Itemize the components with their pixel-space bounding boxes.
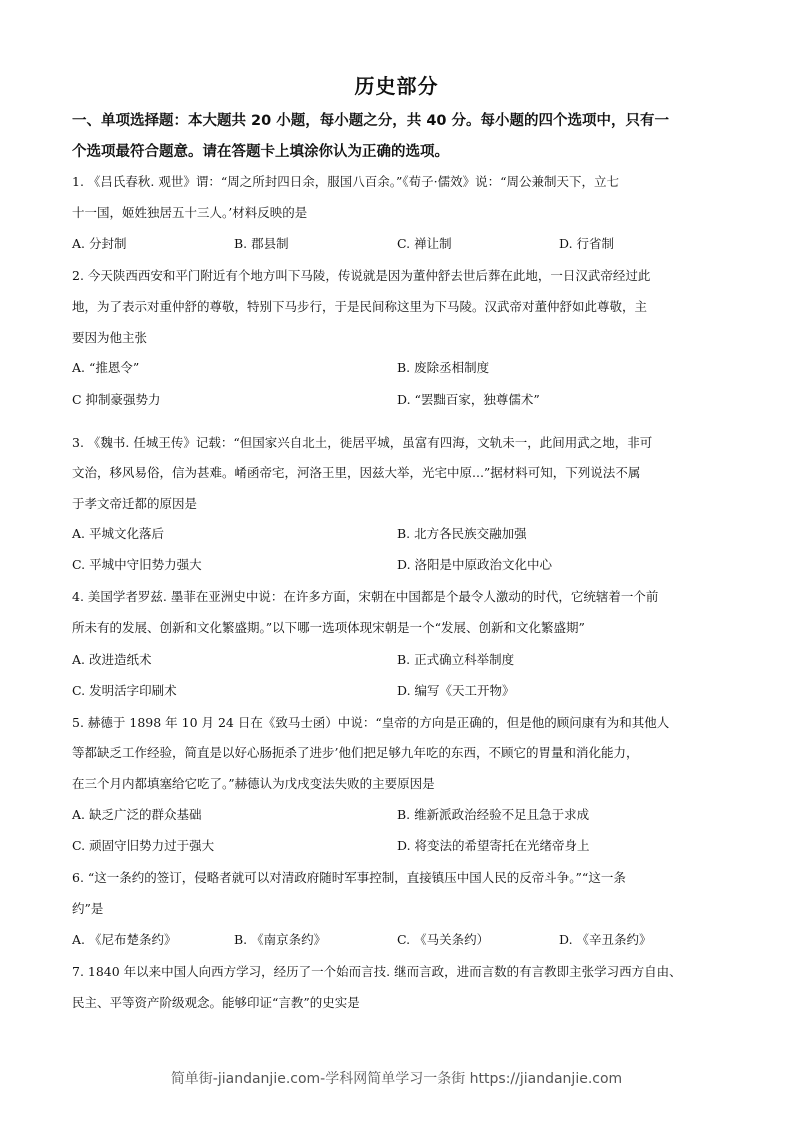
option-b: B. 维新派政治经验不足且急于求成 <box>397 807 590 822</box>
question-text: 1. 《吕氏春秋. 观世》谓：“周之所封四日余，服国八百余。”《荀子·儒效》说：“周公兼制天下，立七 <box>72 174 619 189</box>
option-c: C. 顽固守旧势力过于强大 <box>72 838 215 853</box>
option-c: C. 平城中守旧势力强大 <box>72 557 202 572</box>
footer-watermark: 简单街-jiandanjie.com-学科网简单学习一条街 https://jiandanjie.com <box>170 1071 623 1087</box>
option-b: B. 正式确立科举制度 <box>397 652 515 667</box>
question-text: 3. 《魏书. 任城王传》记载：“但国家兴自北土，徙居平城，虽富有四海，文轨未一，此间用武之地，非可 <box>72 435 653 450</box>
question-text: 文治，移风易俗，信为甚难。崤函帝宅，河洛王里，因兹大举，光宅中原...”据材料可知，下列说法不属 <box>72 465 641 480</box>
question-text: 约”是 <box>72 901 104 916</box>
option-b: B. 废除丞相制度 <box>397 360 490 375</box>
question-text: 4. 美国学者罗兹. 墨菲在亚洲史中说：在许多方面，宋朝在中国都是个最令人激动的时代，它统辖着一个前 <box>72 589 659 604</box>
option-a: A. 分封制 <box>72 236 127 251</box>
option-a: A. 改进造纸术 <box>72 652 152 667</box>
option-c: C. 禅让制 <box>397 236 452 251</box>
option-d: D. 编写《天工开物》 <box>397 683 515 698</box>
question-text: 所未有的发展、创新和文化繁盛期。”以下哪一选项体现宋朝是一个“发展、创新和文化繁盛期” <box>72 620 585 635</box>
option-b: B. 郡县制 <box>234 236 289 251</box>
option-b: B. 北方各民族交融加强 <box>397 526 527 541</box>
section-heading <box>72 106 732 168</box>
question-text: 等都缺乏工作经验，简直是以好心肠扼杀了进步’他们把足够九年吃的东西，不顾它的胃量和消化能力， <box>72 745 639 760</box>
option-b: B. 《南京条约》 <box>234 932 327 947</box>
question-text: 5. 赫德于 1898 年 10 月 24 日在《致马士函）中说：“皇帝的方向是正确的，但是他的顾问康有为和其他人 <box>72 715 670 730</box>
question-text: 要因为他主张 <box>72 330 148 345</box>
option-d: D. 将变法的希望寄托在光绪帝身上 <box>397 838 590 853</box>
question-text: 2. 今天陕西西安和平门附近有个地方叫下马陵，传说就是因为董仲舒去世后葬在此地，一日汉武帝经过此 <box>72 268 651 283</box>
option-d: D. 行省制 <box>559 236 615 251</box>
option-d: D. 《辛丑条约》 <box>559 932 652 947</box>
question-text: 在三个月内都填塞给它吃了。”赫德认为戊戌变法失败的主要原因是 <box>72 776 435 791</box>
section-heading-line: 一、单项选择题：本大题共 20 小题，每小题之分，共 40 分。每小题的四个选项中，只有一 <box>72 113 670 129</box>
option-c: C 抑制豪强势力 <box>72 392 161 407</box>
question-text: 6. “这一条约的签订，侵略者就可以对清政府随时军事控制，直接镇压中国人民的反帝斗争。”“这一条 <box>72 870 626 885</box>
option-a: A. “推恩令” <box>72 360 140 375</box>
option-c: C. 《马关条约） <box>397 932 490 947</box>
option-c: C. 发明活字印刷术 <box>72 683 177 698</box>
option-d: D. “罢黜百家，独尊儒术” <box>397 392 540 407</box>
question-text: 7. 1840 年以来中国人向西方学习，经历了一个始而言技. 继而言政，进而言数的有言教即主张学习西方自由、 <box>72 964 682 979</box>
question-text: 地，为了表示对重仲舒的尊敬，特别下马步行，于是民间称这里为下马陵。汉武帝对董仲舒如此尊敬，主 <box>72 299 648 314</box>
option-a: A. 《尼布楚条约》 <box>72 932 177 947</box>
option-a: A. 平城文化落后 <box>72 526 164 541</box>
option-d: D. 洛阳是中原政治文化中心 <box>397 557 553 572</box>
question-text: 于孝文帝迁都的原因是 <box>72 496 198 511</box>
page-title: 历史部分 <box>354 74 439 98</box>
question-text: 十一国，姬姓独居五十三人。’材料反映的是 <box>72 205 308 220</box>
option-a: A. 缺乏广泛的群众基础 <box>72 807 202 822</box>
section-heading-line: 个选项最符合题意。请在答题卡上填涂你认为正确的选项。 <box>72 144 449 160</box>
question-text: 民主、平等资产阶级观念。能够印证“言教”的史实是 <box>72 995 360 1010</box>
